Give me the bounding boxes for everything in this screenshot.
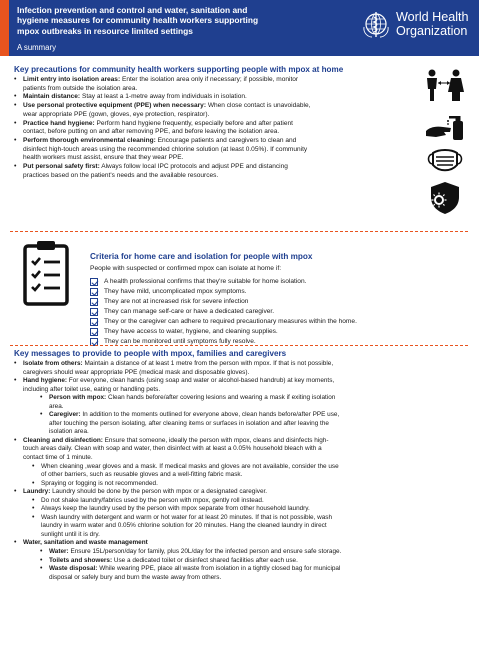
checklist-clipboard-icon xyxy=(22,240,70,306)
section-title-key-messages: Key messages to provide to people with mpox, families and caregivers xyxy=(14,349,287,358)
section-divider xyxy=(10,345,468,346)
list-item: • Hand hygiene: For everyone, clean hands (using soap and water or alcohol-based handrub) at key moments, including after toilet use, eating or handling pets. xyxy=(14,377,472,394)
list-item: • Practice hand hygiene: Perform hand hygiene frequently, especially before and after patient contact, before putting on and after removing PPE, and before leaving the isolation area. xyxy=(14,120,414,137)
sub-list-item: • When cleaning ,wear gloves and a mask. If medical masks and gloves are not available, consider the use of other barriers, such as reusable gloves and a well-fitting fabric mask. xyxy=(14,463,472,480)
header-accent-bar xyxy=(0,0,9,56)
sub-list-item: • Person with mpox: Clean hands before/after covering lesions and wearing a mask if exiting isolation area. xyxy=(14,394,472,411)
sub-list-item: • Toilets and showers: Use a dedicated toilet or disinfect shared facilities after each use. xyxy=(14,557,472,566)
header-banner xyxy=(0,0,479,56)
shield-virus-icon xyxy=(427,180,463,216)
checklist-item: They or the caregiver can adhere to required precautionary measures within the home. xyxy=(90,317,357,327)
checked-box-icon xyxy=(90,298,98,306)
criteria-checklist xyxy=(90,277,357,347)
checklist-item: They have mild, uncomplicated mpox symptoms. xyxy=(90,287,357,297)
list-item: • Laundry: Laundry should be done by the person with mpox or a designated caregiver. xyxy=(14,488,472,497)
checked-box-icon xyxy=(90,318,98,326)
checklist-item: A health professional confirms that they're suitable for home isolation. xyxy=(90,277,357,287)
face-mask-icon xyxy=(425,145,465,177)
checked-box-icon xyxy=(90,328,98,336)
document-subtitle: A summary xyxy=(17,43,56,52)
list-item: • Perform thorough environmental cleaning: Encourage patients and caregivers to clean and disinfect high-touch areas using the recommended chlorine solution (at least 0.05%). If community health workers must assist, ensure that they wear PPE. xyxy=(14,137,414,163)
sub-list-item: • Waste disposal: While wearing PPE, place all waste from isolation in a tightly closed bag for municipal disposal or safely bury and burn the waste away from others. xyxy=(14,565,472,582)
sub-list-item: • Caregiver: In addition to the moments outlined for everyone above, clean hands before/after PPE use, after touching the person isolating, after cleaning items or surfaces in isolation and after leaving the isolation area. xyxy=(14,411,472,437)
section-divider xyxy=(10,231,468,232)
checklist-item: They have access to water, hygiene, and cleaning supplies. xyxy=(90,327,357,337)
list-item: • Put personal safety first: Always follow local IPC protocols and adjust PPE and distancing practices based on the patient's needs and the available resources. xyxy=(14,163,414,180)
list-item: • Maintain distance: Stay at least a 1-metre away from individuals in isolation. xyxy=(14,93,414,102)
handwash-icon xyxy=(424,110,466,142)
sub-list-item: • Spraying or fogging is not recommended. xyxy=(14,480,472,489)
checklist-item: They are not at increased risk for severe infection xyxy=(90,297,357,307)
checked-box-icon xyxy=(90,278,98,286)
list-item: • Isolate from others: Maintain a distance of at least 1 metre from the person with mpox. If that is not possible, caregivers should wear appropriate PPE (medical mask and disposable gloves). xyxy=(14,360,472,377)
list-item: • Use personal protective equipment (PPE) when necessary: When close contact is unavoidable, wear appropriate PPE (gown, gloves, eye protection, respirator). xyxy=(14,102,414,119)
list-item: • Water, sanitation and waste management xyxy=(14,539,472,548)
who-emblem-icon xyxy=(361,9,391,39)
checked-box-icon xyxy=(90,308,98,316)
section-title-home-care-criteria: Criteria for home care and isolation for people with mpox xyxy=(90,252,313,261)
sub-list-item: • Do not shake laundry/fabrics used by the person with mpox, gently roll instead. xyxy=(14,497,472,506)
people-distance-icon xyxy=(423,68,465,104)
section-title-key-precautions: Key precautions for community health workers supporting people with mpox at home xyxy=(14,65,344,74)
sub-list-item: • Wash laundry with detergent and warm or hot water for at least 20 minutes. If that is not possible, wash laundry in warm water and 0.05% chlorine solution for 20 minutes. Hang the cleaned laundry in direct sunlight until it is dry. xyxy=(14,514,472,540)
checklist-item: They can be monitored until symptoms fully resolve. xyxy=(90,337,357,347)
list-item: • Limit entry into isolation areas: Enter the isolation area only if necessary; if possible, monitor patients from outside the isolation area. xyxy=(14,76,414,93)
document-title: Infection prevention and control and water, sanitation and hygiene measures for community health workers supporting mpox outbreaks in resource limited settings xyxy=(17,5,259,36)
criteria-intro: People with suspected or confirmed mpox can isolate at home if: xyxy=(90,265,282,272)
checked-box-icon xyxy=(90,288,98,296)
sub-list-item: • Always keep the laundry used by the person with mpox separate from other household laundry. xyxy=(14,505,472,514)
precautions-list xyxy=(14,76,414,180)
key-messages-list xyxy=(14,360,472,582)
list-item: • Cleaning and disinfection: Ensure that someone, ideally the person with mpox, cleans and disinfects high- touch areas daily. Clean with soap and water, then disinfect with at least a 0.05% household bleach with a contact time of 1 minute. xyxy=(14,437,472,463)
sub-list-item: • Water: Ensure 15L/person/day for family, plus 20L/day for the infected person and ensure safe storage. xyxy=(14,548,472,557)
organization-name: World Health Organization xyxy=(396,10,469,38)
checklist-item: They can manage self-care or have a dedicated caregiver. xyxy=(90,307,357,317)
